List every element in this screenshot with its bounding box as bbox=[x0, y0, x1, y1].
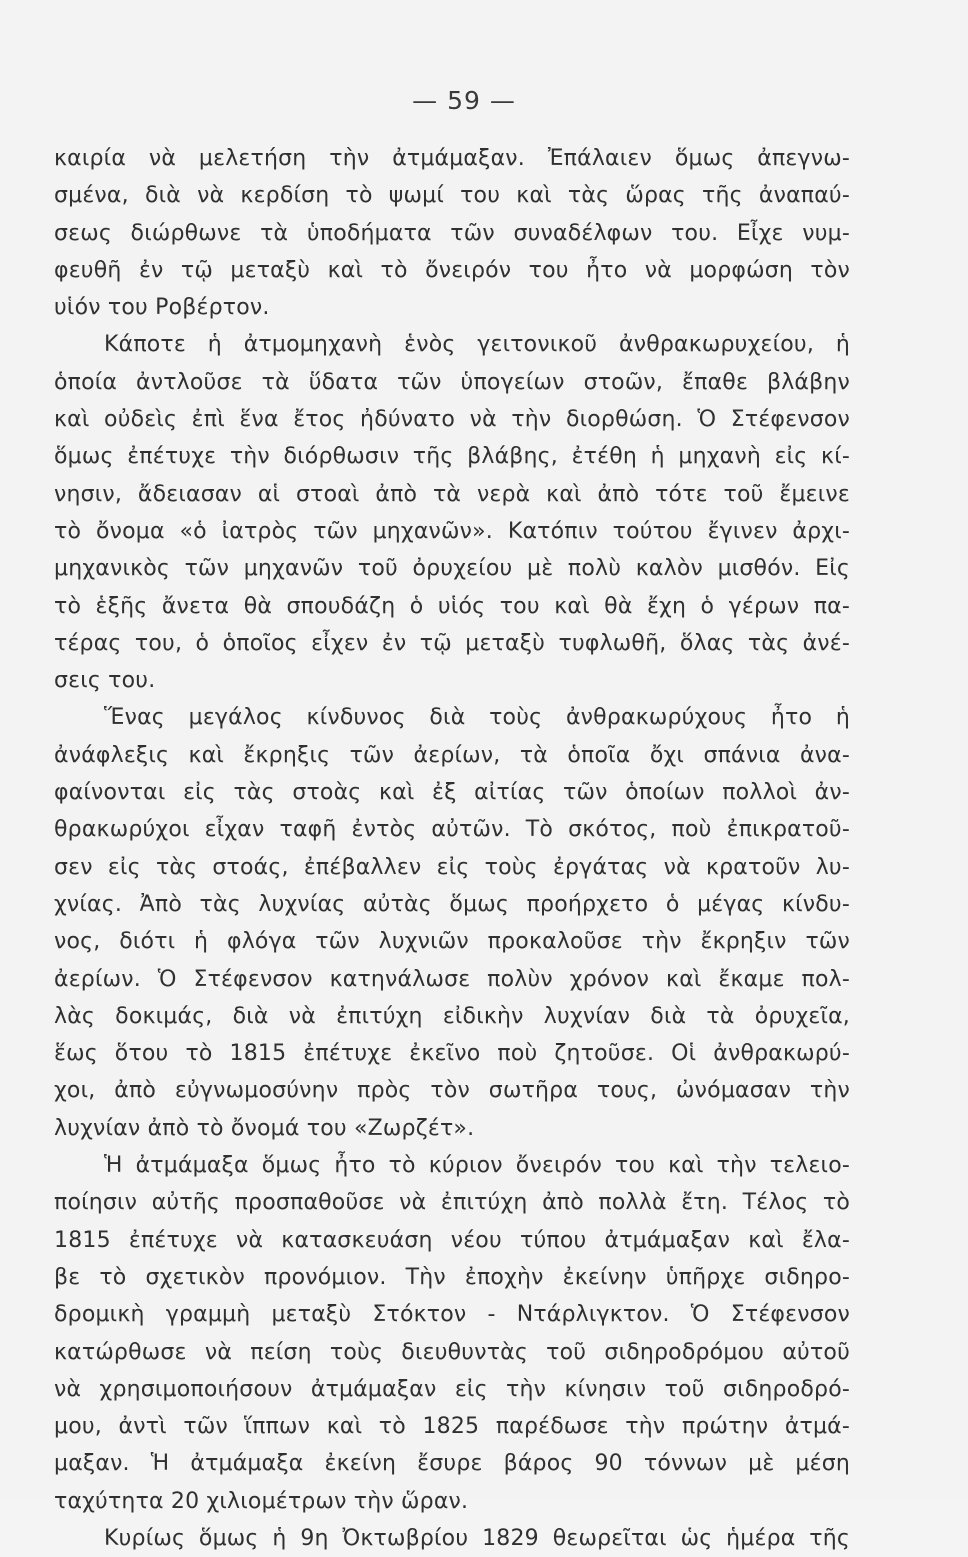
text-line: ἕως ὅτου τὸ 1815 ἐπέτυχε ἐκεῖνο ποὺ ζητοῦσε. Οἱ ἀνθρακωρύ- bbox=[54, 1041, 850, 1067]
text-line: ταχύτητα 20 χιλιομέτρων τὴν ὥραν. bbox=[54, 1488, 469, 1514]
text-line: ὅμως ἐπέτυχε τὴν διόρθωσιν τῆς βλάβης, ἐτέθη ἡ μηχανὴ εἰς κί- bbox=[54, 444, 850, 470]
text-line: τέρας του, ὁ ὁποῖος εἶχεν ἐν τῷ μεταξὺ τυφλωθῆ, ὅλας τὰς ἀνέ- bbox=[54, 630, 850, 656]
text-line: ἀερίων. Ὁ Στέφενσον κατηνάλωσε πολὺν χρόνον καὶ ἔκαμε πολ- bbox=[54, 966, 850, 992]
text-line: σμένα, διὰ νὰ κερδίση τὸ ψωμί του καὶ τὰς ὥρας τῆς ἀναπαύ- bbox=[54, 183, 850, 209]
text-line: ὁποία ἀντλοῦσε τὰ ὕδατα τῶν ὑπογείων στοῶν, ἔπαθε βλάβην bbox=[54, 369, 850, 395]
text-line: καὶ οὐδεὶς ἐπὶ ἕνα ἔτος ἠδύνατο νὰ τὴν διορθώση. Ὁ Στέφενσον bbox=[54, 407, 850, 433]
text-line: φευθῆ ἐν τῷ μεταξὺ καὶ τὸ ὄνειρόν του ἦτο νὰ μορφώση τὸν bbox=[54, 257, 850, 283]
text-line: σεις του. bbox=[54, 668, 156, 694]
text-line: καιρία νὰ μελετήση τὴν ἀτμάμαξαν. Ἐπάλαιεν ὅμως ἀπεγνω- bbox=[54, 146, 850, 171]
text-line: Κάποτε ἡ ἀτμομηχανὴ ἑνὸς γειτονικοῦ ἀνθρακωρυχείου, ἡ bbox=[104, 332, 850, 358]
text-line: υἱόν του Ροβέρτον. bbox=[54, 295, 270, 321]
text-line: τὸ ὄνομα «ὁ ἰατρὸς τῶν μηχανῶν». Κατόπιν τούτου ἔγινεν ἀρχι- bbox=[54, 518, 850, 544]
text-line: ποίησιν αὐτῆς προσπαθοῦσε νὰ ἐπιτύχη ἀπὸ πολλὰ ἔτη. Τέλος τὸ bbox=[54, 1190, 850, 1216]
text-line: νὰ χρησιμοποιήσουν ἀτμάμαξαν εἰς τὴν κίνησιν τοῦ σιδηροδρό- bbox=[54, 1376, 850, 1402]
text-line: Ἕνας μεγάλος κίνδυνος διὰ τοὺς ἀνθρακωρύχους ἦτο ἡ bbox=[104, 705, 850, 731]
text-line: λυχνίαν ἀπὸ τὸ ὄνομά του «Ζωρζέτ». bbox=[54, 1115, 475, 1141]
text-line: μαξαν. Ἡ ἀτμάμαξα ἐκείνη ἔσυρε βάρος 90 τόννων μὲ μέση bbox=[54, 1451, 850, 1477]
text-line: μηχανικὸς τῶν μηχανῶν τοῦ ὀρυχείου μὲ πολὺ καλὸν μισθόν. Εἰς bbox=[54, 556, 850, 582]
text-line: φαίνονται εἰς τὰς στοὰς καὶ ἐξ αἰτίας τῶν ὁποίων πολλοὶ ἀν- bbox=[54, 780, 850, 806]
text-line: Κυρίως ὅμως ἡ 9η Ὀκτωβρίου 1829 θεωρεῖται ὡς ἡμέρα τῆς bbox=[104, 1525, 850, 1551]
text-line: κατώρθωσε νὰ πείση τοὺς διευθυντὰς τοῦ σιδηροδρόμου αὐτοῦ bbox=[54, 1339, 850, 1365]
text-line: βε τὸ σχετικὸν προνόμιον. Τὴν ἐποχὴν ἐκείνην ὑπῆρχε σιδηρο- bbox=[54, 1264, 850, 1290]
text-line: μου, ἀντὶ τῶν ἵππων καὶ τὸ 1825 παρέδωσε τὴν πρώτην ἀτμά- bbox=[54, 1414, 850, 1440]
text-line: λὰς δοκιμάς, διὰ νὰ ἐπιτύχη εἰδικὴν λυχνίαν διὰ τὰ ὀρυχεῖα, bbox=[54, 1003, 850, 1029]
text-line: χοι, ἀπὸ εὐγνωμοσύνην πρὸς τὸν σωτῆρα τους, ὠνόμασαν τὴν bbox=[54, 1078, 850, 1104]
text-line: σεν εἰς τὰς στοάς, ἐπέβαλλεν εἰς τοὺς ἐργάτας νὰ κρατοῦν λυ- bbox=[54, 854, 850, 880]
text-line: σεως διώρθωνε τὰ ὑποδήματα τῶν συναδέλφων του. Εἶχε νυμ- bbox=[54, 220, 850, 246]
text-line: νος, διότι ἡ φλόγα τῶν λυχνιῶν προκαλοῦσε τὴν ἔκρηξιν τῶν bbox=[54, 929, 850, 955]
text-line: νησιν, ἄδειασαν αἱ στοαὶ ἀπὸ τὰ νερὰ καὶ ἀπὸ τότε τοῦ ἔμεινε bbox=[54, 481, 850, 507]
text-line: χνίας. Ἀπὸ τὰς λυχνίας αὐτὰς ὅμως προήρχετο ὁ μέγας κίνδυ- bbox=[54, 891, 850, 917]
text-line: τὸ ἑξῆς ἄνετα θὰ σπουδάζη ὁ υἱός του καὶ θὰ ἔχη ὁ γέρων πα- bbox=[54, 593, 850, 619]
text-line: 1815 ἐπέτυχε νὰ κατασκευάση νέου τύπου ἀτμάμαξαν καὶ ἔλα- bbox=[54, 1227, 850, 1253]
text-line: θρακωρύχοι εἶχαν ταφῆ ἐντὸς αὐτῶν. Τὸ σκότος, ποὺ ἐπικρατοῦ- bbox=[54, 817, 850, 843]
body-text bbox=[54, 140, 850, 1557]
text-line: δρομικὴ γραμμὴ μεταξὺ Στόκτον - Ντάρλιγκτον. Ὁ Στέφενσον bbox=[54, 1302, 850, 1328]
text-line: ἀνάφλεξις καὶ ἔκρηξις τῶν ἀερίων, τὰ ὁποῖα ὄχι σπάνια ἀνα- bbox=[54, 742, 850, 768]
page-number: — 59 — bbox=[412, 86, 516, 115]
text-line: Ἡ ἀτμάμαξα ὅμως ἦτο τὸ κύριον ὄνειρόν του καὶ τὴν τελειο- bbox=[104, 1153, 850, 1179]
